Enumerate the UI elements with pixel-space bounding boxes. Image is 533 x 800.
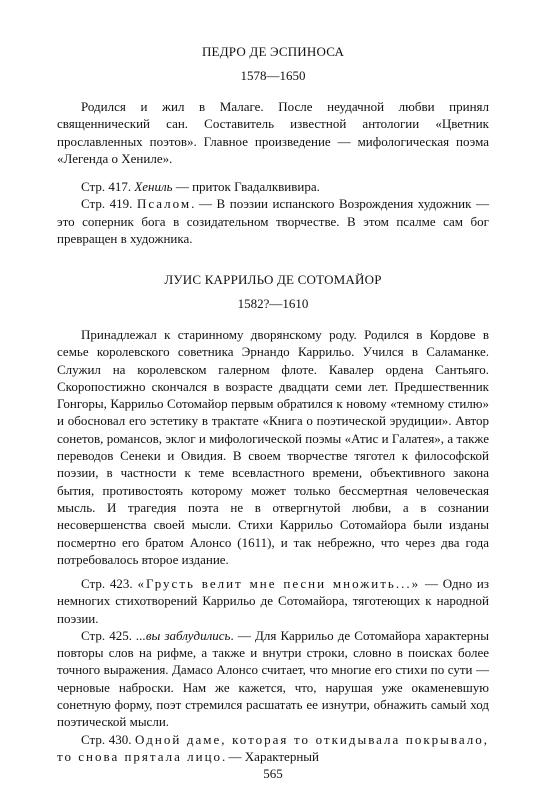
note [57, 195, 489, 247]
note-text: . — Характерный [222, 748, 319, 764]
biography-text: Принадлежал к старинному дворянскому роду. Родился в Кордове в семье королевского советника Эрнандо Каррильо. Учился в Саламанке. Служил на королевском галерном флоте. Кавалер ордена Сантьяго. Скоропостижно скончался в возрасте двадцати семи лет. Предшественник Гонгоры, Каррильо Сотомайор первым обратился к новому «темному стилю» и обосновал его эстетику в трактате «Книга о поэтической эрудиции». Автор сонетов, романсов, эклог и мифологической поэмы «Атис и Галатея», а также переводов Сенеки и Овидия. В своем творчестве тяготел к философской поэзии, в частности к теме всевластного времени, объективного закона бытия, противостоять которому может только бессмертная человеческая мысль. И трагедия поэта не в отвергнутой любви, а в сознании несовершенства своей мысли. Стихи Каррильо Сотомайора были изданы посмертно его братом Алонсо (1611), и так небрежно, что через два года потребовалось второе издание. [57, 327, 489, 567]
note-term: Хениль [134, 179, 173, 194]
note [57, 627, 489, 731]
note-ref: Стр. 419. [81, 196, 137, 212]
note-text: . — Для Каррильо де Сотомайора характерны повторы слов на рифме, а также и внутри строки, словно в поисках более точного выражения. Дамасо Алонсо считает, что многие его стихи по сути — черновые наброски. Нам же кажется, что, нарушая уже окаменевшую сонетную форму, поэт стремился расшатать ее изнутри, обнажить самый ход поэтической мысли. [57, 627, 489, 730]
section-dates: 1578—1650 [240, 68, 306, 83]
section-title: ПЕДРО ДЕ ЭСПИНОСА [201, 44, 345, 59]
note [57, 575, 489, 627]
note-text: . — В поэзии испанского Возрождения художник — это соперник бога в созидательном творчестве. В этом псалме сам бог превращен в художника. [57, 196, 489, 246]
page-number: 565 [263, 766, 283, 781]
biography-text: Родился и жил в Малаге. После неудачной любви принял священнический сан. Составитель известной антологии «Цветник прославленных поэтов». Главное произведение — мифологическая поэма «Легенда о Хениле». [57, 99, 489, 166]
note [57, 178, 489, 195]
note-term: Одной даме, которая то откидывала покрывало, то снова прятала лицо [57, 731, 490, 764]
note-text: — Одно из немногих стихотворений Каррильо де Сотомайора, тяготеющих к народной поэзии. [57, 576, 490, 626]
section-title: ЛУИС КАРРИЛЬО ДЕ СОТОМАЙОР [164, 272, 382, 287]
note-ref: Стр. 430. [81, 731, 136, 747]
note-ref: Стр. 417. [81, 179, 135, 194]
note-term: ...вы заблудились [136, 627, 231, 643]
biography-paragraph [57, 98, 489, 167]
note-term: Псалом [136, 196, 192, 212]
note-ref: Стр. 423. [81, 576, 138, 591]
note-term: «Грусть велит мне песни множить...» [137, 576, 421, 591]
note-text: — приток Гвадалквивира. [172, 179, 320, 194]
notes-block [57, 178, 489, 247]
biography-paragraph [57, 326, 489, 568]
note [57, 731, 489, 766]
section-dates: 1582?—1610 [237, 296, 309, 311]
note-ref: Стр. 425. [81, 627, 137, 643]
notes-block [57, 575, 489, 765]
